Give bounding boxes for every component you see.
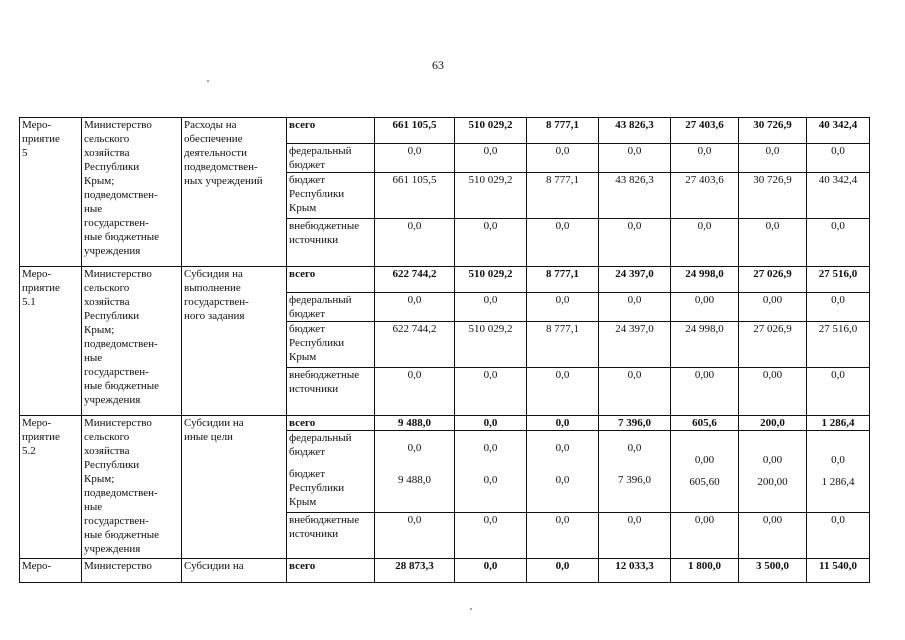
value-cell: 24 397,0	[599, 267, 671, 293]
funding-source-label: бюджет	[289, 174, 325, 186]
page-number: 63	[432, 58, 444, 72]
executor-label: Крым;	[84, 473, 115, 485]
table-row	[20, 267, 870, 293]
value-cell: 27 516,0	[807, 267, 870, 293]
value-cell: 0,0	[527, 144, 599, 173]
funding-source-label: Крым	[289, 496, 317, 508]
funding-source-label: федеральный	[289, 145, 352, 157]
value-cell: 661 105,5	[375, 118, 455, 144]
value-cell: 24 397,0	[599, 322, 671, 368]
executor-cell	[82, 416, 182, 559]
funding-source-label: Республики	[289, 482, 345, 494]
executor-cell	[82, 118, 182, 267]
measure-label: приятие	[22, 431, 60, 443]
value-cell: 0,0	[455, 293, 527, 322]
budget-table-body	[20, 118, 870, 583]
measure-label: приятие	[22, 282, 60, 294]
federal-value: 0,00	[762, 454, 783, 466]
value-cell: 510 029,2	[455, 118, 527, 144]
funding-source-label: внебюджетные	[289, 220, 360, 232]
executor-label: хозяйства	[84, 147, 130, 159]
value-cell: 8 777,1	[527, 118, 599, 144]
value-cell: 0,0	[455, 513, 527, 559]
value-cell: 0,0	[455, 368, 527, 416]
value-cell	[671, 431, 739, 513]
value-cell: 0,0	[671, 219, 739, 267]
value-cell: 0,0	[375, 513, 455, 559]
executor-label: ные бюджетные	[84, 380, 160, 392]
measure-cell	[20, 416, 82, 559]
executor-label: сельского	[84, 431, 130, 443]
value-cell: 0,00	[739, 513, 807, 559]
funding-source-label: федеральный	[289, 294, 352, 306]
value-cell: 27 026,9	[739, 322, 807, 368]
value-cell: 3 500,0	[739, 559, 807, 583]
measure-cell	[20, 559, 82, 583]
value-cell: 0,0	[455, 219, 527, 267]
value-cell: 0,0	[807, 293, 870, 322]
value-cell	[375, 431, 455, 513]
funding-source-label: Крым	[289, 351, 317, 363]
description-cell	[182, 267, 287, 416]
value-cell: 0,0	[599, 219, 671, 267]
value-cell: 0,0	[599, 368, 671, 416]
executor-label: Министерство	[84, 417, 152, 429]
value-cell: 0,0	[671, 144, 739, 173]
funding-source-label: источники	[289, 383, 339, 395]
value-cell: 0,0	[527, 559, 599, 583]
funding-source-cell	[287, 219, 375, 267]
executor-label: Республики	[84, 459, 140, 471]
value-cell: 0,00	[739, 368, 807, 416]
value-cell: 40 342,4	[807, 173, 870, 219]
value-cell: 0,0	[455, 144, 527, 173]
funding-source-cell	[287, 559, 375, 583]
executor-label: Крым;	[84, 175, 115, 187]
executor-label: ные бюджетные	[84, 529, 160, 541]
value-cell: 622 744,2	[375, 267, 455, 293]
federal-value: 0,0	[831, 454, 845, 466]
value-cell: 27 516,0	[807, 322, 870, 368]
budget-table	[19, 117, 870, 583]
measure-label: Меро-	[22, 119, 52, 131]
value-cell: 622 744,2	[375, 322, 455, 368]
funding-source-label: внебюджетные	[289, 514, 360, 526]
funding-source-label: бюджет	[289, 446, 325, 458]
regional-value: 200,00	[757, 476, 788, 488]
value-cell: 24 998,0	[671, 267, 739, 293]
value-cell: 510 029,2	[455, 322, 527, 368]
value-cell: 12 033,3	[599, 559, 671, 583]
value-cell	[455, 431, 527, 513]
value-cell: 0,0	[527, 513, 599, 559]
value-cell: 0,0	[527, 293, 599, 322]
executor-label: хозяйства	[84, 445, 130, 457]
federal-value: 0,0	[407, 442, 422, 454]
value-cell	[807, 431, 870, 513]
executor-label: государствен-	[84, 217, 149, 229]
description-label: Субсидия на	[184, 268, 243, 280]
funding-source-label: Республики	[289, 337, 345, 349]
value-cell: 0,00	[671, 293, 739, 322]
measure-label: приятие	[22, 133, 60, 145]
description-label: подведомствен-	[184, 161, 258, 173]
funding-source-label: источники	[289, 528, 339, 540]
funding-source-cell	[287, 118, 375, 144]
value-cell: 0,00	[739, 293, 807, 322]
spacer	[289, 459, 372, 467]
executor-label: подведомствен-	[84, 487, 158, 499]
value-cell: 30 726,9	[739, 118, 807, 144]
executor-label: Министерство	[84, 560, 152, 572]
description-label: Субсидии на	[184, 417, 244, 429]
value-cell: 28 873,3	[375, 559, 455, 583]
value-cell	[527, 431, 599, 513]
description-label: иные цели	[184, 431, 233, 443]
table-row	[20, 416, 870, 431]
executor-label: Республики	[84, 161, 140, 173]
funding-source-label: бюджет	[289, 323, 325, 335]
description-label: выполнение	[184, 282, 241, 294]
regional-value: 0,0	[483, 474, 498, 486]
regional-value: 1 286,4	[821, 476, 855, 488]
executor-cell	[82, 559, 182, 583]
value-cell: 40 342,4	[807, 118, 870, 144]
description-label: Расходы на	[184, 119, 237, 131]
value-cell: 510 029,2	[455, 267, 527, 293]
value-cell: 0,0	[807, 368, 870, 416]
value-cell: 0,0	[527, 219, 599, 267]
federal-value: 0,0	[627, 442, 642, 454]
executor-label: Министерство	[84, 119, 152, 131]
value-cell: 1 800,0	[671, 559, 739, 583]
executor-label: хозяйства	[84, 296, 130, 308]
executor-label: государствен-	[84, 515, 149, 527]
measure-cell	[20, 118, 82, 267]
funding-source-cell	[287, 293, 375, 322]
value-cell: 0,0	[807, 144, 870, 173]
description-label: деятельности	[184, 147, 247, 159]
description-cell	[182, 559, 287, 583]
description-label: государствен-	[184, 296, 249, 308]
executor-label: учреждения	[84, 543, 141, 555]
description-label: ного задания	[184, 310, 245, 322]
funding-source-label: всего	[289, 119, 316, 131]
value-cell	[739, 431, 807, 513]
value-cell: 0,00	[671, 513, 739, 559]
executor-label: подведомствен-	[84, 338, 158, 350]
value-cell	[599, 431, 671, 513]
executor-label: Республики	[84, 310, 140, 322]
measure-label: Меро-	[22, 417, 52, 429]
executor-label: ные	[84, 352, 103, 364]
regional-value: 605,60	[689, 476, 720, 488]
measure-label: 5.2	[22, 445, 36, 457]
value-cell: 0,0	[455, 559, 527, 583]
table-row	[20, 559, 870, 583]
value-cell: 0,0	[739, 144, 807, 173]
funding-source-label: бюджет	[289, 159, 325, 171]
scan-speck	[470, 608, 472, 610]
executor-label: ные	[84, 501, 103, 513]
value-cell: 0,0	[375, 219, 455, 267]
value-cell: 661 105,5	[375, 173, 455, 219]
description-label: Субсидии на	[184, 560, 244, 572]
executor-label: сельского	[84, 133, 130, 145]
description-label: ных учреждений	[184, 175, 263, 187]
value-cell: 27 403,6	[671, 118, 739, 144]
value-cell: 8 777,1	[527, 267, 599, 293]
value-cell: 0,0	[807, 219, 870, 267]
value-cell: 605,6	[671, 416, 739, 431]
executor-label: Крым;	[84, 324, 115, 336]
value-cell: 24 998,0	[671, 322, 739, 368]
funding-source-label: Крым	[289, 202, 317, 214]
federal-value: 0,00	[694, 454, 715, 466]
value-cell: 0,0	[599, 293, 671, 322]
measure-label: 5.1	[22, 296, 36, 308]
value-cell: 0,0	[375, 144, 455, 173]
value-cell: 1 286,4	[807, 416, 870, 431]
value-cell: 9 488,0	[375, 416, 455, 431]
value-cell: 8 777,1	[527, 322, 599, 368]
funding-source-cell	[287, 267, 375, 293]
funding-source-cell	[287, 431, 375, 513]
federal-value: 0,0	[483, 442, 498, 454]
value-cell: 27 403,6	[671, 173, 739, 219]
executor-label: учреждения	[84, 245, 141, 257]
funding-source-cell	[287, 416, 375, 431]
description-cell	[182, 416, 287, 559]
funding-source-cell	[287, 322, 375, 368]
funding-source-label: всего	[289, 560, 316, 572]
value-cell: 30 726,9	[739, 173, 807, 219]
funding-source-label: внебюджетные	[289, 369, 360, 381]
value-cell: 11 540,0	[807, 559, 870, 583]
executor-label: сельского	[84, 282, 130, 294]
value-cell: 0,0	[375, 293, 455, 322]
federal-value: 0,0	[555, 442, 570, 454]
value-cell: 0,0	[807, 513, 870, 559]
measure-label: 5	[22, 147, 28, 159]
funding-source-label: всего	[289, 417, 316, 429]
funding-source-cell	[287, 173, 375, 219]
value-cell: 43 826,3	[599, 173, 671, 219]
description-cell	[182, 118, 287, 267]
executor-label: Министерство	[84, 268, 152, 280]
funding-source-label: Республики	[289, 188, 345, 200]
value-cell: 0,0	[527, 416, 599, 431]
value-cell: 510 029,2	[455, 173, 527, 219]
table-row	[20, 118, 870, 144]
value-cell: 0,0	[599, 513, 671, 559]
regional-value: 9 488,0	[398, 474, 431, 486]
value-cell: 0,0	[375, 368, 455, 416]
value-cell: 200,0	[739, 416, 807, 431]
regional-value: 7 396,0	[618, 474, 651, 486]
measure-cell	[20, 267, 82, 416]
measure-label: Меро-	[22, 268, 52, 280]
value-cell: 0,0	[739, 219, 807, 267]
executor-label: государствен-	[84, 366, 149, 378]
value-cell: 8 777,1	[527, 173, 599, 219]
value-cell: 7 396,0	[599, 416, 671, 431]
value-cell: 0,0	[527, 368, 599, 416]
funding-source-label: источники	[289, 234, 339, 246]
funding-source-label: федеральный	[289, 432, 352, 444]
value-cell: 0,00	[671, 368, 739, 416]
executor-label: подведомствен-	[84, 189, 158, 201]
funding-source-cell	[287, 368, 375, 416]
funding-source-label: бюджет	[289, 468, 325, 480]
value-cell: 0,0	[599, 144, 671, 173]
executor-label: учреждения	[84, 394, 141, 406]
funding-source-cell	[287, 513, 375, 559]
regional-value: 0,0	[555, 474, 570, 486]
funding-source-label: бюджет	[289, 308, 325, 320]
funding-source-label: всего	[289, 268, 316, 280]
executor-cell	[82, 267, 182, 416]
scan-speck	[207, 80, 209, 82]
executor-label: ные	[84, 203, 103, 215]
executor-label: ные бюджетные	[84, 231, 160, 243]
funding-source-cell	[287, 144, 375, 173]
value-cell: 43 826,3	[599, 118, 671, 144]
description-label: обеспечение	[184, 133, 243, 145]
value-cell: 27 026,9	[739, 267, 807, 293]
value-cell: 0,0	[455, 416, 527, 431]
measure-label: Меро-	[22, 560, 52, 572]
